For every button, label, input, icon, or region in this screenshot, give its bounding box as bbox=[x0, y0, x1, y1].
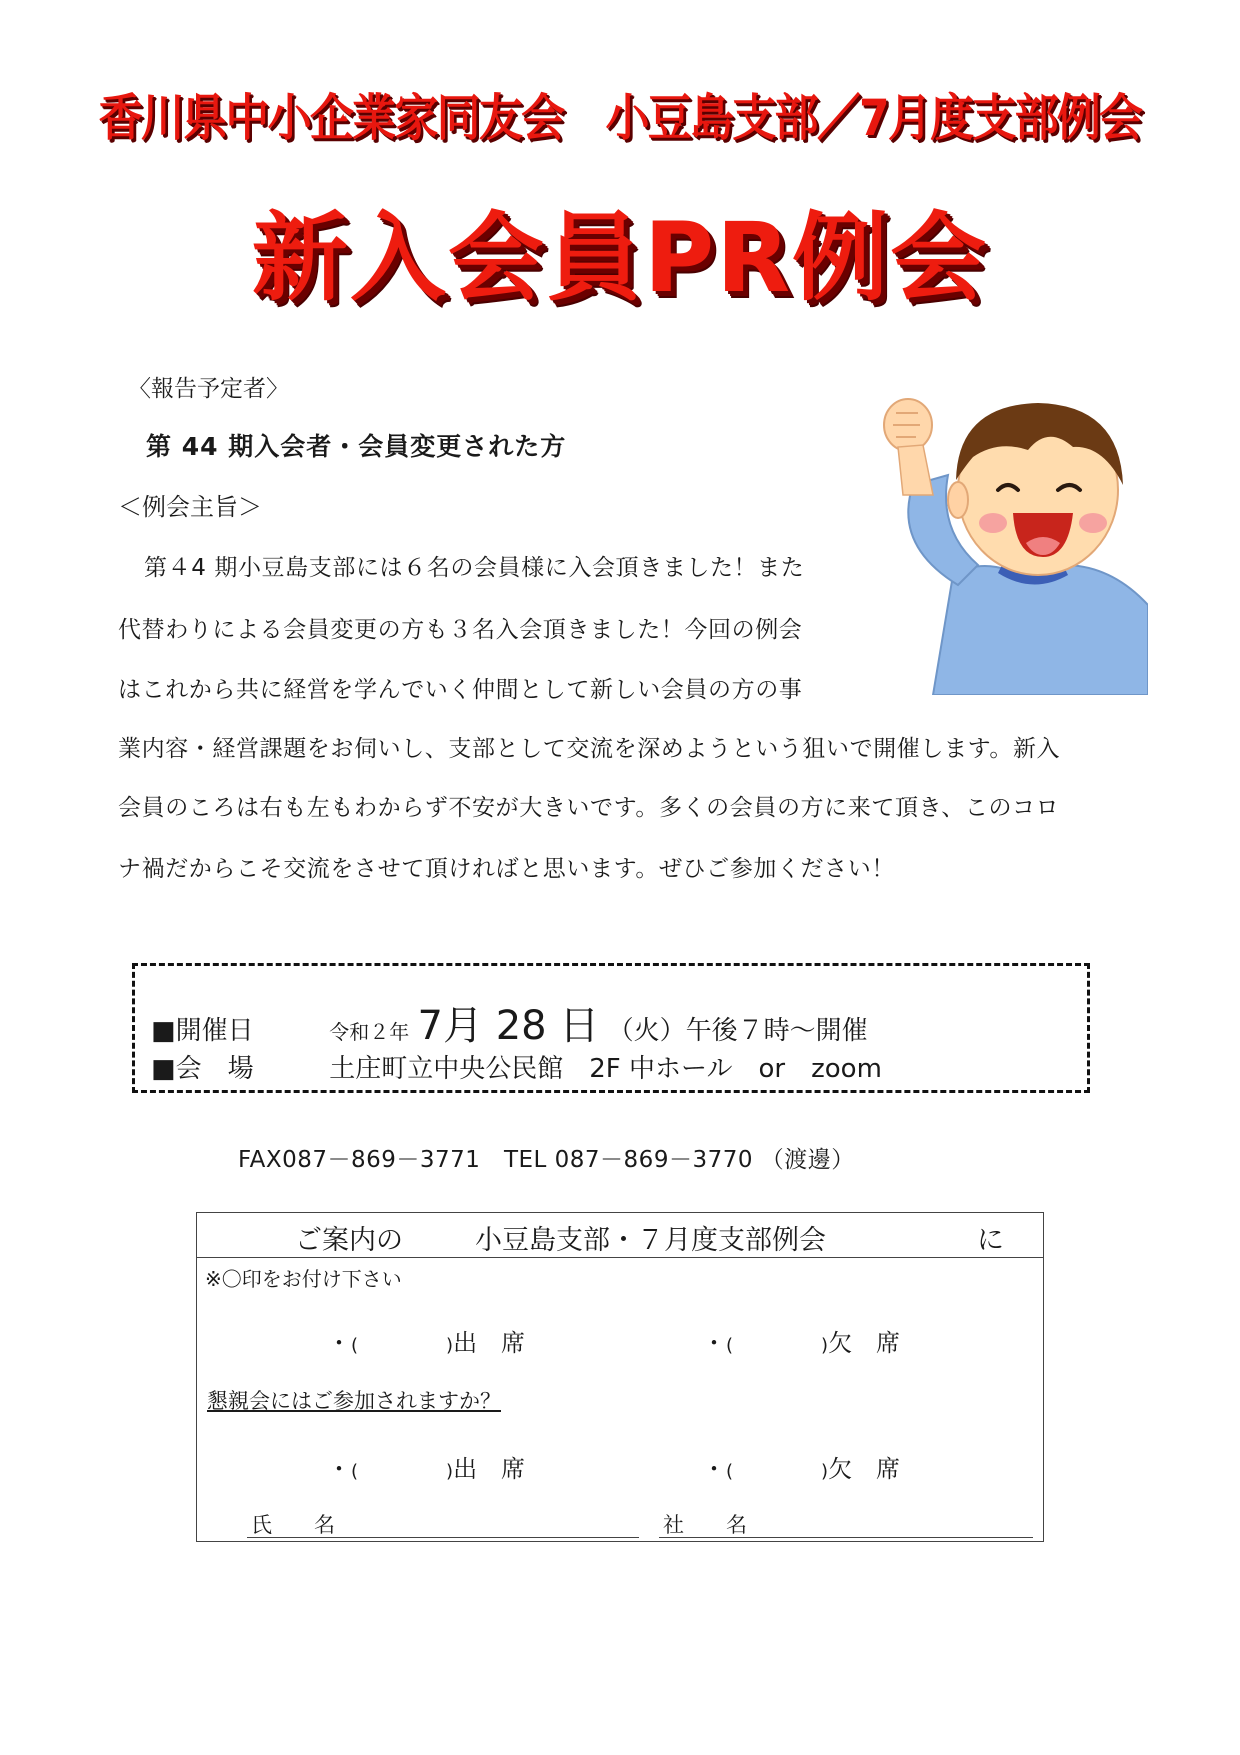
purpose-line: ナ禍だからこそ交流をさせて頂ければと思います。ぜひご参加ください！ bbox=[118, 856, 895, 882]
event-venue-row bbox=[151, 1048, 882, 1085]
event-weekday-time: （火）午後７時～開催 bbox=[607, 1016, 868, 1046]
name-label: 氏 名 bbox=[251, 1513, 335, 1537]
attend-option[interactable]: ・( )出 席 bbox=[327, 1329, 526, 1357]
form-event-name: 小豆島支部・７月度支部例会 bbox=[475, 1225, 826, 1256]
party-question: 懇親会にはご参加されますか？ bbox=[207, 1389, 501, 1413]
party-absent-option[interactable]: ・( )欠 席 bbox=[702, 1455, 901, 1483]
venue-label: ■会 場 bbox=[151, 1054, 254, 1084]
form-particle: に bbox=[977, 1225, 1004, 1256]
presenter-name: 第 44 期入会者・会員変更された方 bbox=[146, 432, 567, 461]
name-field[interactable] bbox=[247, 1537, 639, 1538]
purpose-line: はこれから共に経営を学んでいく仲間として新しい会員の方の事 bbox=[118, 677, 803, 703]
form-intro: ご案内の bbox=[295, 1225, 403, 1256]
company-label: 社 名 bbox=[663, 1513, 747, 1537]
reply-form-header bbox=[197, 1213, 1043, 1258]
page-title: 新入会員PR例会 bbox=[251, 202, 989, 314]
purpose-line: 代替わりによる会員変更の方も３名入会頂きました！今回の例会 bbox=[118, 617, 803, 643]
event-date: 7月 28 日 bbox=[417, 1003, 600, 1049]
party-attend-option[interactable]: ・( )出 席 bbox=[327, 1455, 526, 1483]
absent-option[interactable]: ・( )欠 席 bbox=[702, 1329, 901, 1357]
purpose-line: 業内容・経営課題をお伺いし、支部として交流を深めようという狙いで開催します。新入 bbox=[118, 736, 1061, 762]
header-subtitle: 香川県中小企業家同友会 小豆島支部／7月度支部例会 bbox=[98, 89, 1142, 147]
presenter-label: 〈報告予定者〉 bbox=[128, 376, 289, 402]
boy-illustration bbox=[858, 395, 1148, 695]
event-date-row bbox=[151, 994, 868, 1051]
reply-form bbox=[196, 1212, 1044, 1542]
purpose-label: ＜例会主旨＞ bbox=[118, 493, 262, 521]
event-info-box bbox=[132, 963, 1090, 1093]
purpose-line: 第４4 期小豆島支部には６名の会員様に入会頂きました！また bbox=[144, 555, 805, 581]
event-era: 令和２年 bbox=[329, 1020, 410, 1044]
date-label: ■開催日 bbox=[151, 1016, 254, 1046]
company-field[interactable] bbox=[659, 1537, 1033, 1538]
event-venue: 土庄町立中央公民館 2F 中ホール or zoom bbox=[329, 1054, 882, 1084]
contact-info: FAX087－869－3771 TEL 087－869－3770 （渡邊） bbox=[238, 1147, 855, 1173]
purpose-line: 会員のころは右も左もわからず不安が大きいです。多くの会員の方に来て頂き、このコロ bbox=[118, 795, 1060, 821]
form-note: ※〇印をお付け下さい bbox=[205, 1267, 402, 1291]
